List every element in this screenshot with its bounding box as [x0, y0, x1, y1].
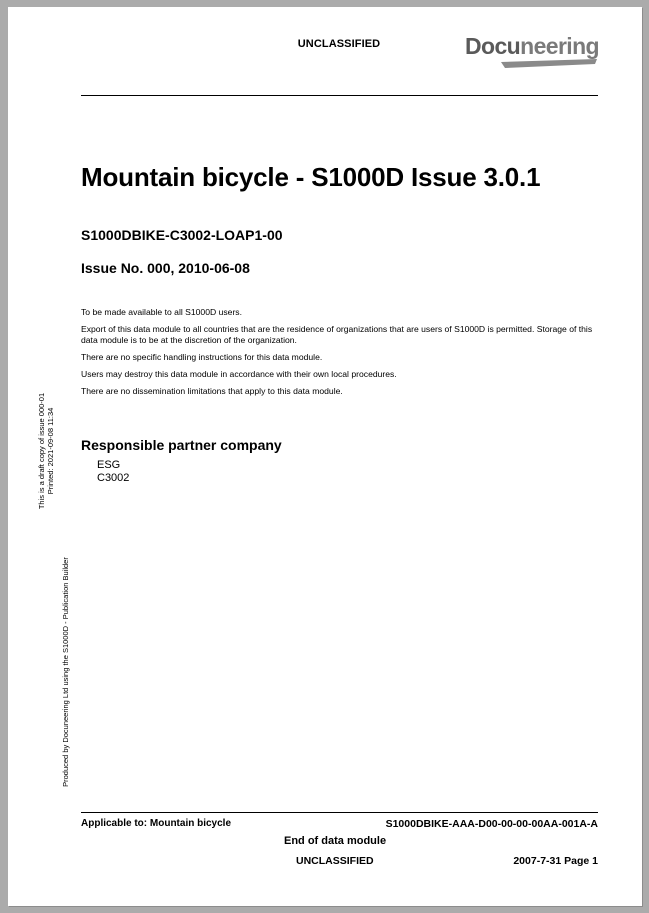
note-dissemination: There are no dissemination limitations that apply to this data module. [81, 386, 343, 396]
restriction-notes [81, 307, 611, 403]
note-availability: To be made available to all S1000D users. [81, 307, 242, 317]
logo-text-part1: Docu [465, 33, 521, 59]
responsible-partner-details [97, 459, 129, 485]
footer-data-module-code: S1000DBIKE-AAA-D00-00-00-00AA-001A-A [385, 818, 598, 830]
note-handling: There are no specific handling instructions for this data module. [81, 352, 323, 362]
responsible-partner-heading: Responsible partner company [81, 437, 282, 453]
draft-copy-line: This is a draft copy of issue 000-01 [37, 392, 46, 510]
note-destruction: Users may destroy this data module in accordance with their own local procedures. [81, 369, 397, 379]
issue-info: Issue No. 000, 2010-06-08 [81, 260, 250, 276]
applicability-statement: Applicable to: Mountain bicycle [81, 818, 232, 829]
logo-text-part2: neering [520, 33, 599, 59]
produced-by-side-note: Produced by Docuneering Ltd using the S1000D - Publication Builder [61, 557, 70, 787]
data-module-code: S1000DBIKE-C3002-LOAP1-00 [81, 227, 283, 243]
footer-date-page: 2007-7-31 Page 1 [513, 855, 598, 867]
footer-security-classification: UNCLASSIFIED [296, 855, 374, 867]
note-export: Export of this data module to all countries that are the residence of organizations that are users of S1000D is permitted. Storage of this data module is to be at the discretion of the organization. [81, 324, 593, 345]
document-title: Mountain bicycle - S1000D Issue 3.0.1 [81, 162, 541, 192]
footer-rule [81, 812, 598, 813]
draft-copy-side-note [37, 383, 55, 519]
docuneering-swoosh-icon [499, 58, 599, 70]
responsible-partner-code: C3002 [97, 472, 130, 484]
logo-wordmark [465, 33, 599, 60]
header-security-classification: UNCLASSIFIED [297, 38, 381, 50]
header-rule [81, 95, 598, 96]
responsible-partner-name: ESG [97, 459, 121, 471]
end-of-data-module: End of data module [284, 835, 387, 847]
printed-date-line: Printed: 2021-09-08 11:34 [46, 407, 55, 495]
document-page [8, 7, 642, 906]
docuneering-logo [439, 33, 599, 73]
